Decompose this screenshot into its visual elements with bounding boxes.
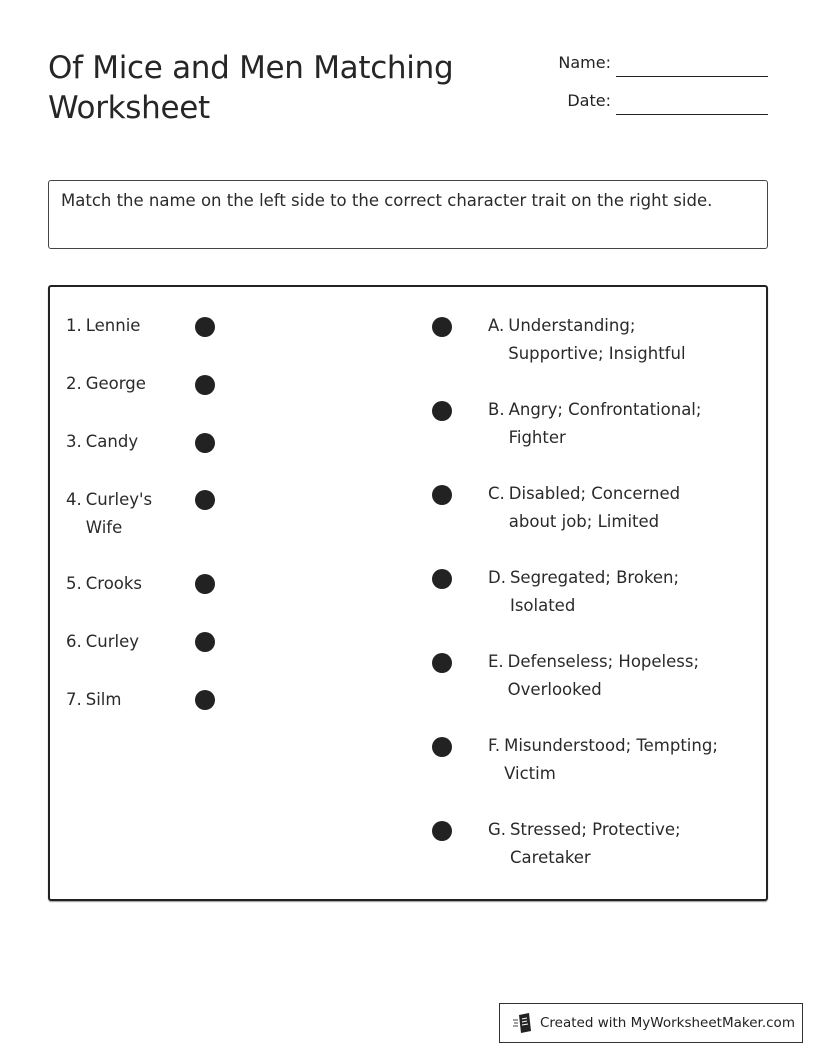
item-text: Angry; Confrontational; Fighter — [508, 400, 702, 447]
left-item-3 — [66, 428, 138, 456]
item-text: Crooks — [85, 574, 143, 593]
right-match-dot-c[interactable] — [432, 485, 452, 505]
right-item-c — [488, 480, 748, 536]
left-match-dot-3[interactable] — [195, 433, 215, 453]
right-item-d — [488, 564, 748, 620]
item-text: Segregated; Broken; Isolated — [509, 568, 680, 615]
date-label: Date: — [567, 91, 611, 110]
item-text: Misunderstood; Tempting; Victim — [504, 736, 718, 783]
item-text: Stressed; Protective; Caretaker — [510, 820, 681, 867]
item-text: Curley's Wife — [85, 490, 153, 537]
item-letter: C. — [488, 484, 505, 503]
right-item-e — [488, 648, 748, 704]
item-letter: G. — [488, 820, 507, 839]
item-text: Understanding; Supportive; Insightful — [508, 316, 686, 363]
right-match-dot-a[interactable] — [432, 317, 452, 337]
left-item-1 — [66, 312, 140, 340]
item-text: Curley — [85, 632, 140, 651]
left-item-7 — [66, 686, 121, 714]
instructions-box — [48, 180, 768, 249]
date-input-line[interactable] — [616, 114, 768, 115]
left-match-dot-6[interactable] — [195, 632, 215, 652]
right-item-b — [488, 396, 748, 452]
item-number: 5. — [66, 574, 82, 593]
item-text: Candy — [85, 432, 139, 451]
item-letter: B. — [488, 400, 505, 419]
right-match-dot-g[interactable] — [432, 821, 452, 841]
item-number: 6. — [66, 632, 82, 651]
right-item-f — [488, 732, 758, 788]
item-letter: F. — [488, 736, 501, 755]
item-number: 3. — [66, 432, 82, 451]
left-match-dot-2[interactable] — [195, 375, 215, 395]
name-label: Name: — [558, 53, 611, 72]
right-item-a — [488, 312, 748, 368]
left-match-dot-1[interactable] — [195, 317, 215, 337]
left-item-5 — [66, 570, 142, 598]
item-text: Silm — [85, 690, 122, 709]
left-match-dot-5[interactable] — [195, 574, 215, 594]
item-number: 1. — [66, 316, 82, 335]
item-letter: E. — [488, 652, 504, 671]
left-item-2 — [66, 370, 146, 398]
left-item-6 — [66, 628, 139, 656]
instructions-text: Match the name on the left side to the correct character trait on the right side. — [61, 191, 713, 210]
left-match-dot-7[interactable] — [195, 690, 215, 710]
right-match-dot-e[interactable] — [432, 653, 452, 673]
item-letter: D. — [488, 568, 506, 587]
item-text: Lennie — [85, 316, 141, 335]
right-match-dot-d[interactable] — [432, 569, 452, 589]
footer-text: Created with MyWorksheetMaker.com — [540, 1015, 795, 1031]
left-item-4 — [66, 486, 176, 542]
item-text: Defenseless; Hopeless; Overlooked — [507, 652, 700, 699]
right-match-dot-f[interactable] — [432, 737, 452, 757]
worksheet-title — [48, 48, 453, 128]
item-number: 4. — [66, 490, 82, 509]
left-match-dot-4[interactable] — [195, 490, 215, 510]
name-input-line[interactable] — [616, 76, 768, 77]
footer-credit[interactable] — [499, 1003, 803, 1043]
title-line-2: Worksheet — [48, 90, 210, 126]
item-number: 7. — [66, 690, 82, 709]
title-line-1: Of Mice and Men Matching — [48, 50, 454, 86]
item-text: Disabled; Concerned about job; Limited — [508, 484, 681, 531]
right-item-g — [488, 816, 748, 872]
worksheet-maker-logo-icon — [512, 1012, 534, 1034]
item-letter: A. — [488, 316, 505, 335]
item-text: George — [85, 374, 146, 393]
right-match-dot-b[interactable] — [432, 401, 452, 421]
item-number: 2. — [66, 374, 82, 393]
